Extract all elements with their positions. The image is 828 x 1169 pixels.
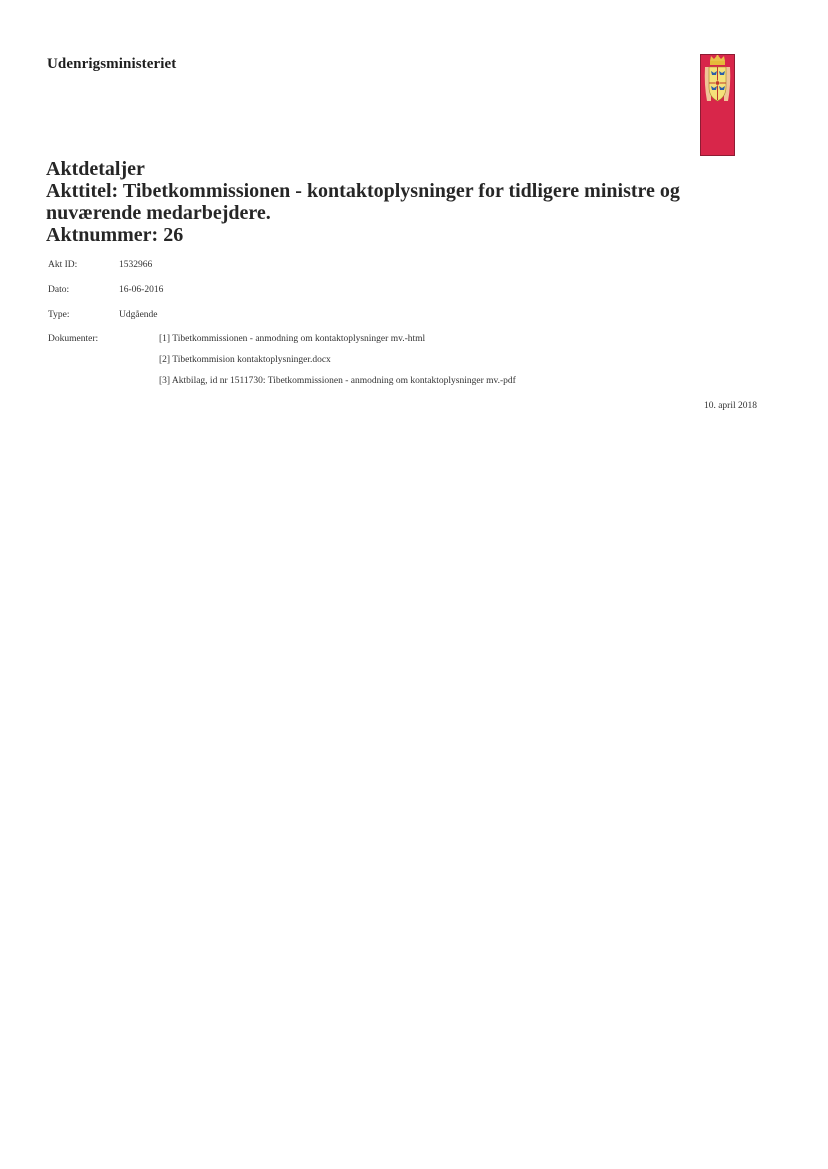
detail-value: 1532966 [119,260,153,270]
heading-akttitel-line2: nuværende medarbejdere. [46,202,271,224]
coat-of-arms-icon [700,54,735,156]
detail-label: Dato: [48,285,70,295]
detail-label: Akt ID: [48,260,78,270]
document-item: [1] Tibetkommissionen - anmodning om kontaktoplysninger mv.-html [159,334,426,344]
detail-value: Udgående [119,310,158,320]
heading-aktnummer: Aktnummer: 26 [46,224,184,246]
ministry-name: Udenrigsministeriet [47,56,177,72]
footer-date: 10. april 2018 [703,401,757,411]
document-list [159,333,516,396]
heading-akttitel-line1: Akttitel: Tibetkommissionen - kontaktoplysninger for tidligere ministre og [46,180,680,202]
document-heading [46,158,706,246]
document-item: [3] Aktbilag, id nr 1511730: Tibetkommissionen - anmodning om kontaktoplysninger mv.-pdf [159,376,516,386]
detail-label: Dokumenter: [48,334,99,344]
detail-value: 16-06-2016 [119,285,164,295]
document-item: [2] Tibetkommision kontaktoplysninger.docx [159,355,331,365]
heading-title: Aktdetaljer [46,158,145,180]
detail-label: Type: [48,310,70,320]
